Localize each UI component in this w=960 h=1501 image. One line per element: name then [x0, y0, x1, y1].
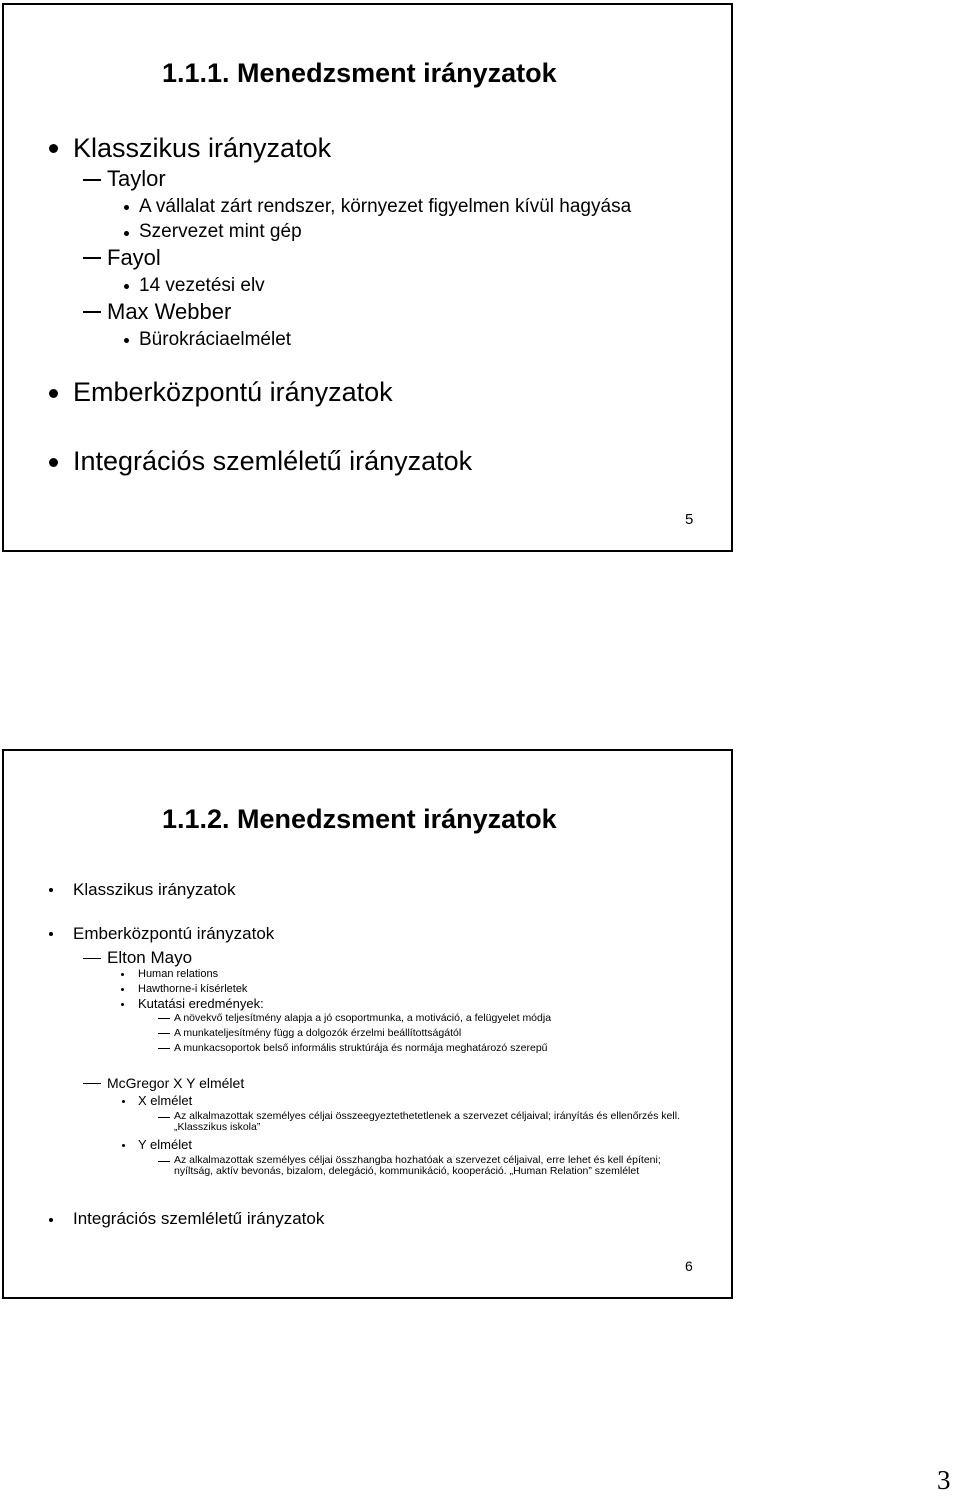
slide-title: 1.1.1. Menedzsment irányzatok	[162, 58, 557, 88]
list-item: Fayol	[107, 245, 161, 270]
list-item: A növekvő teljesítmény alapja a jó csoportmunka, a motiváció, a felügyelet módja	[174, 1012, 552, 1024]
bullet-icon	[122, 1144, 125, 1147]
list-item: Integrációs szemléletű irányzatok	[73, 1209, 325, 1228]
page-number: 5	[685, 511, 694, 528]
bullet-icon	[122, 1100, 125, 1103]
list-item: Az alkalmazottak személyes céljai összeegyeztethetetlenek a szervezet céljaival; irányítás és ellenőrzés kell. „Klasszikus iskola”	[174, 1110, 680, 1133]
dash-icon	[83, 179, 101, 181]
dash-icon	[158, 1048, 170, 1049]
bullet-icon	[124, 231, 129, 236]
page-number: 6	[685, 1258, 693, 1274]
list-item: Elton Mayo	[107, 948, 193, 967]
dash-icon	[83, 1083, 101, 1084]
slide-title: 1.1.2. Menedzsment irányzatok	[162, 804, 557, 834]
list-item: Max Webber	[107, 299, 232, 324]
list-item: Az alkalmazottak személyes céljai összhangba hozhatóak a szervezet céljaival, erre lehet és kell építeni; nyíltság, aktív bevonás, bizalom, delegáció, kommunikáció, kooperáció. „Human Relation” szemlélet	[174, 1154, 661, 1177]
bullet-icon	[124, 284, 129, 289]
bullet-icon	[49, 144, 58, 153]
list-item: McGregor X Y elmélet	[107, 1075, 245, 1091]
bullet-icon	[121, 973, 124, 976]
dash-icon	[83, 958, 101, 959]
list-item: Taylor	[107, 166, 166, 191]
list-item: Klasszikus irányzatok	[73, 880, 236, 899]
bullet-icon	[49, 1218, 53, 1222]
bullet-icon	[49, 888, 53, 892]
dash-icon	[158, 1161, 170, 1162]
bullet-icon	[49, 389, 58, 398]
slide-6	[2, 749, 733, 1299]
dash-icon	[158, 1117, 170, 1118]
bullet-icon	[121, 1003, 124, 1006]
list-item: Klasszikus irányzatok	[73, 133, 332, 163]
list-item: Integrációs szemléletű irányzatok	[73, 446, 473, 476]
dash-icon	[158, 1033, 170, 1034]
list-item: A munkateljesítmény függ a dolgozók érzelmi beállítottságától	[174, 1027, 462, 1039]
sheet-number: 3	[937, 1465, 951, 1495]
list-item: Bürokráciaelmélet	[139, 329, 292, 350]
list-item: Hawthorne-i kísérletek	[138, 983, 248, 995]
dash-icon	[83, 257, 101, 259]
bullet-icon	[124, 338, 129, 343]
list-item: 14 vezetési elv	[139, 275, 265, 296]
list-item: Human relations	[138, 968, 219, 980]
list-item: Emberközpontú irányzatok	[73, 377, 393, 407]
bullet-icon	[124, 205, 129, 210]
list-item: Szervezet mint gép	[139, 221, 302, 242]
list-item: Emberközpontú irányzatok	[73, 924, 275, 943]
list-item: Y elmélet	[138, 1137, 192, 1152]
bullet-icon	[49, 932, 53, 936]
list-item: X elmélet	[138, 1093, 193, 1108]
bullet-icon	[121, 988, 124, 991]
slide-5	[2, 3, 733, 552]
bullet-icon	[49, 458, 58, 467]
dash-icon	[158, 1018, 170, 1019]
list-item: A vállalat zárt rendszer, környezet figyelmen kívül hagyása	[139, 196, 632, 217]
list-item: A munkacsoportok belső informális struktúrája és normája meghatározó szerepű	[174, 1042, 548, 1054]
list-item: Kutatási eredmények:	[138, 996, 264, 1011]
dash-icon	[83, 311, 101, 313]
